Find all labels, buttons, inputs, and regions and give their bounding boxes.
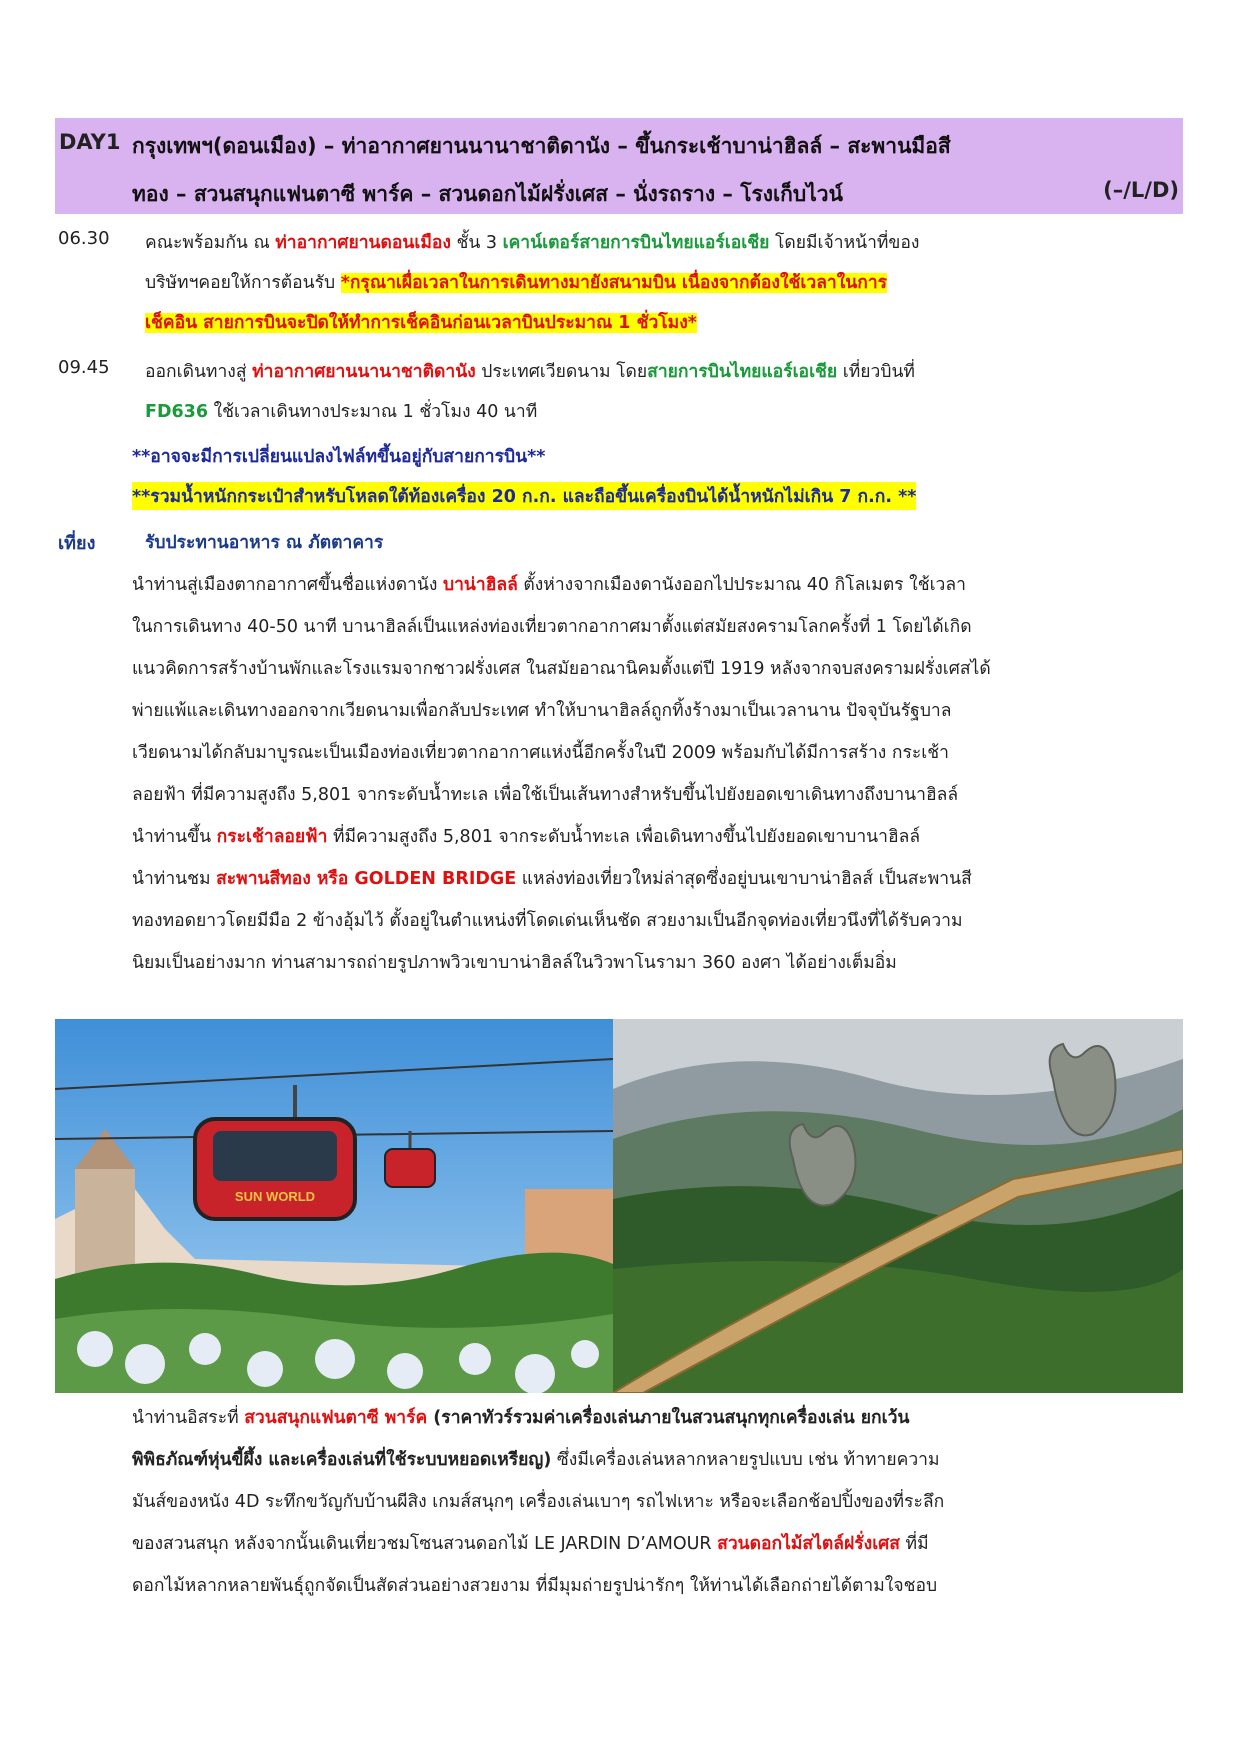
schedule-0630-line3 [145,308,697,336]
text: นำท่านขึ้น [132,827,217,847]
body1-line1 [132,570,966,598]
text: ที่มี [899,1534,929,1554]
text: ออกเดินทางสู่ [145,362,253,382]
day-title-line1: กรุงเทพฯ(ดอนเมือง) – ท่าอากาศยานนานาชาติดานัง – ขึ้นกระเช้าบาน่าฮิลล์ – สะพานมือสี [132,134,951,158]
flight-number: FD636 [145,402,209,422]
cable-car: กระเช้าลอยฟ้า [216,827,328,847]
text: ชั้น 3 [450,233,503,253]
text: ตั้งห่างจากเมืองดานังออกไปประมาณ 40 กิโลเมตร ใช้เวลา [517,575,966,595]
golden-bridge-photo [613,1019,1183,1393]
time-0630: 06.30 [58,228,110,249]
text: นำท่านอิสระที่ [132,1408,245,1428]
baggage-note: **รวมน้ำหนักกระเป๋าสำหรับโหลดใต้ท้องเครื่อง 20 ก.ก. และถือขึ้นเครื่องบินได้น้ำหนักไม่เกิน 7 ก.ก. ** [132,482,916,510]
text: ที่มีความสูงถึง 5,801 จากระดับน้ำทะเล เพื่อเดินทางขึ้นไปยังยอดเขาบานาฮิลล์ [327,827,921,847]
body2-line2 [132,1445,940,1473]
checkin-warning-2: เช็คอิน สายการบินจะปิดให้ทำการเช็คอินก่อนเวลาบินประมาณ 1 ชั่วโมง* [145,313,697,333]
text: (ราคาทัวร์รวมค่าเครื่องเล่นภายในสวนสนุกทุกเครื่องเล่น ยกเว้น [427,1408,910,1428]
day-label: DAY1 [59,130,121,154]
body2-line4 [132,1529,929,1557]
ba-na-hills: บาน่าฮิลล์ [442,575,518,595]
body1-line5: เวียดนามได้กลับมาบูรณะเป็นเมืองท่องเที่ยวตากอากาศแห่งนี้อีกครั้งในปี 2009 พร้อมกับได้มีการสร้าง กระเช้า [132,743,949,763]
body2-line3: มันส์ของหนัง 4D ระทึกขวัญกับบ้านผีสิง เกมส์สนุกๆ เครื่องเล่นเบาๆ รถไฟเหาะ หรือจะเลือกช้อปปิ้งของที่ระลึก [132,1492,945,1512]
text: นำท่านชม [132,869,217,889]
cablecar-sign: SUN WORLD [234,1189,316,1204]
body2-line5: ดอกไม้หลากหลายพันธุ์ถูกจัดเป็นสัดส่วนอย่างสวยงาม ที่มีมุมถ่ายรูปน่ารักๆ ให้ท่านได้เลือกถ่ายได้ตามใจชอบ [132,1576,938,1596]
time-noon: เที่ยง [58,533,96,554]
text: เที่ยวบินที่ [837,362,915,382]
body1-line9: ทองทอดยาวโดยมีมือ 2 ข้างอุ้มไว้ ตั้งอยู่ในตำแหน่งที่โดดเด่นเห็นชัด สวยงามเป็นอีกจุดท่องเที่ยวนึงที่ได้รับความ [132,911,963,931]
text: พิพิธภัณฑ์หุ่นขี้ผึ้ง และเครื่องเล่นที่ใช้ระบบหยอดเหรียญ) [132,1450,552,1470]
schedule-0945-line1 [145,357,915,385]
body1-line7 [132,822,920,850]
text: แหล่งท่องเที่ยวใหม่ล่าสุดซึ่งอยู่บนเขาบาน่าฮิลส์ เป็นสะพานสี [516,869,972,889]
body1-line10: นิยมเป็นอย่างมาก ท่านสามารถถ่ายรูปภาพวิวเขาบาน่าฮิลล์ในวิวพาโนรามา 360 องศา ได้อย่างเต็มอิ่ม [132,953,897,973]
text: บริษัทฯคอยให้การต้อนรับ [145,273,341,293]
body1-line8 [132,864,972,892]
meals-label: (–/L/D) [1103,178,1179,202]
french-garden: สวนดอกไม้สไตล์ฝรั่งเศส [717,1534,900,1554]
golden-bridge: สะพานสีทอง หรือ GOLDEN BRIDGE [216,869,517,889]
airport-dmk: ท่าอากาศยานดอนเมือง [275,233,451,253]
day-title-line2: ทอง – สวนสนุกแฟนตาซี พาร์ค – สวนดอกไม้ฝรั่งเศส – นั่งรถราง – โรงเก็บไวน์ [132,182,843,206]
fantasy-park: สวนสนุกแฟนตาซี พาร์ค [244,1408,428,1428]
body2-line1 [132,1403,909,1431]
airline-name: สายการบินไทยแอร์เอเชีย [647,362,838,382]
lunch-text: รับประทานอาหาร ณ ภัตตาคาร [145,533,384,553]
text: โดยมีเจ้าหน้าที่ของ [769,233,920,253]
body1-line4: พ่ายแพ้และเดินทางออกจากเวียดนามเพื่อกลับประเทศ ทำให้บานาฮิลล์ถูกทิ้งร้างมาเป็นเวลานาน ปัจจุบันรัฐบาล [132,701,952,721]
schedule-0630-line1 [145,228,919,256]
cable-car-photo [55,1019,613,1393]
body1-line6: ลอยฟ้า ที่มีความสูงถึง 5,801 จากระดับน้ำทะเล เพื่อใช้เป็นเส้นทางสำหรับขึ้นไปยังยอดเขาเดินทางถึงบานาฮิลล์ [132,785,959,805]
body1-line2: ในการเดินทาง 40-50 นาที บานาฮิลล์เป็นแหล่งท่องเที่ยวตากอากาศมาตั้งแต่สมัยสงครามโลกครั้งที่ 1 โดยได้เกิด [132,617,972,637]
checkin-warning: *กรุณาเผื่อเวลาในการเดินทางมายังสนามบิน เนื่องจากต้องใช้เวลาในการ [340,273,888,293]
text: ประเทศเวียดนาม โดย [475,362,648,382]
airport-dad: ท่าอากาศยานนานาชาติดานัง [252,362,476,382]
text: คณะพร้อมกัน ณ [145,233,276,253]
airline-counter: เคาน์เตอร์สายการบินไทยแอร์เอเชีย [502,233,770,253]
text: นำท่านสู่เมืองตากอากาศขึ้นชื่อแห่งดานัง [132,575,443,595]
text: ของสวนสนุก หลังจากนั้นเดินเที่ยวชมโซนสวนดอกไม้ LE JARDIN D’AMOUR [132,1534,718,1554]
time-0945: 09.45 [58,357,110,378]
text: ใช้เวลาเดินทางประมาณ 1 ชั่วโมง 40 นาที [208,402,538,422]
body1-line3: แนวคิดการสร้างบ้านพักและโรงแรมจากชาวฝรั่งเศส ในสมัยอาณานิคมตั้งแต่ปี 1919 หลังจากจบสงครามฝรั่งเศสได้ [132,659,991,679]
schedule-0945-line2 [145,397,537,425]
schedule-0630-line2 [145,268,887,296]
text: ซึ่งมีเครื่องเล่นหลากหลายรูปแบบ เช่น ท้าทายความ [551,1450,940,1470]
flight-note: **อาจจะมีการเปลี่ยนแปลงไฟล์ทขึ้นอยู่กับสายการบิน** [132,447,546,467]
